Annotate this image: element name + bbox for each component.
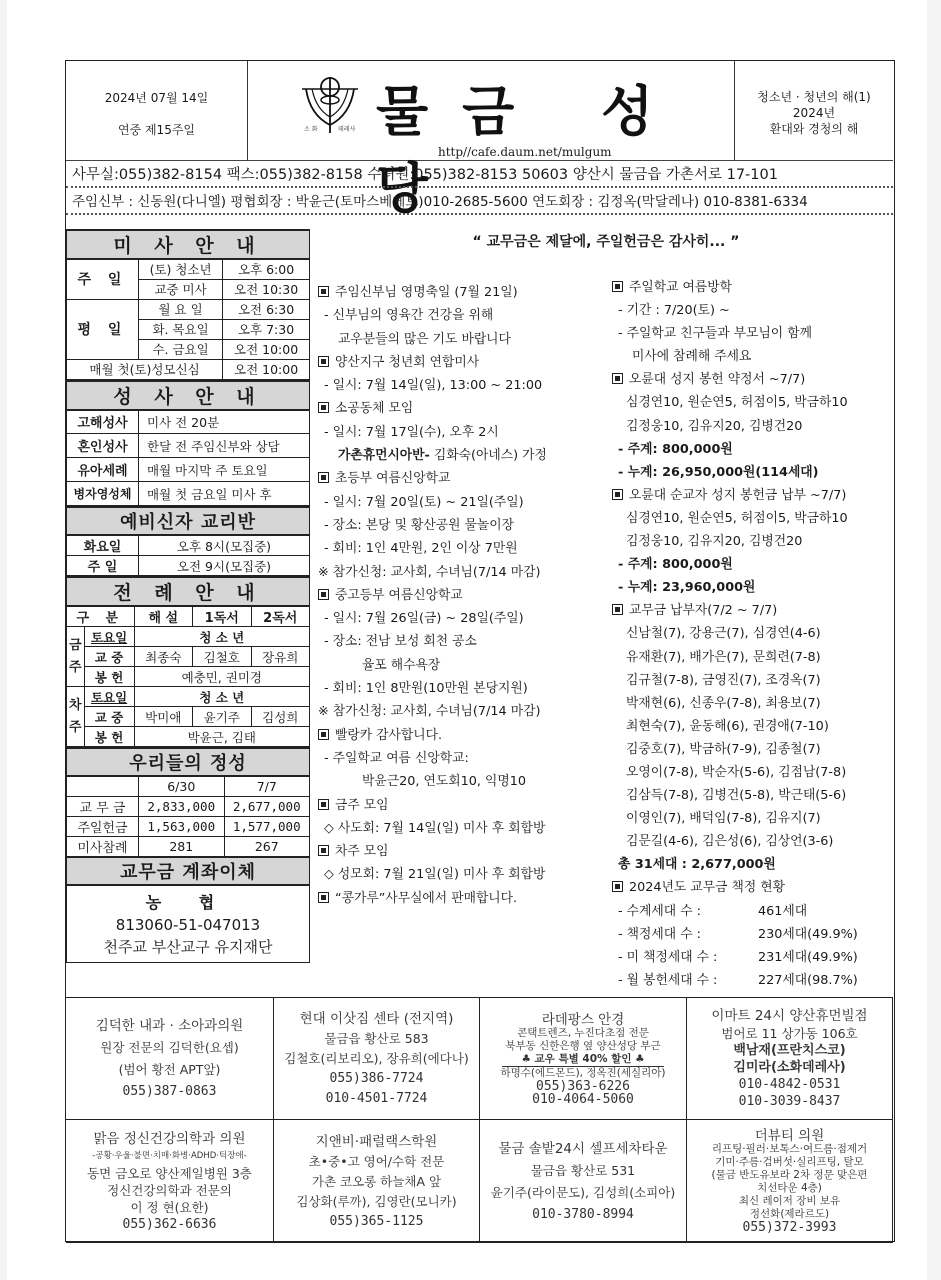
ad-line: 동면 금오로 양산제일병원 3층 (87, 1165, 252, 1181)
mass-time: 오후 7:30 (223, 319, 310, 339)
notice-line (318, 840, 608, 863)
square-bullet-icon (318, 892, 329, 903)
notice-text: - 주일학교 여름 신앙학교: (324, 750, 469, 766)
notice-text: 미사에 참례해 주세요 (632, 349, 752, 365)
svg-text:데레사: 데레사 (338, 126, 356, 133)
ad-line[interactable]: 055)387-0863 (122, 1084, 217, 1099)
pledge-label: - 수계세대 수 : (618, 903, 701, 919)
notice-text: 최현숙(7), 윤동해(6), 권경애(7-10) (626, 718, 829, 734)
notice-text: - 일시: 7월 17일(수), 오후 2시 (324, 424, 499, 440)
theme-line-3: 환대와 경청의 해 (769, 122, 859, 136)
notice-text: ◇ 사도회: 7월 14일(일) 미사 후 회합방 (324, 820, 546, 836)
ad-line: 기미·주름·검버섯·실리프팅, 탈모 (715, 1155, 864, 1168)
col-header: 2독서 (251, 606, 310, 627)
notice-heading: 주일학교 여름방학 (629, 280, 732, 295)
theme-line-1: 청소년 · 청년의 해(1) (757, 90, 871, 104)
notice-line (318, 281, 608, 304)
ad-cell (274, 998, 480, 1120)
sunday-label: 주 일 (67, 259, 139, 299)
ad-line: (물금 반도유보라 2차 정문 맞은편 (711, 1168, 868, 1181)
sacrament-name: 유아세례 (67, 458, 139, 482)
notice-line (612, 622, 892, 645)
pledge-status-list (612, 900, 892, 992)
date-block (66, 61, 248, 161)
notice-text: - 누계: 23,960,000원 (618, 580, 756, 596)
account-holder: 천주교 부산교구 유지재단 (103, 937, 273, 956)
notice-line (318, 630, 608, 653)
notice-line (612, 322, 892, 345)
row-label: 주일헌금 (67, 816, 139, 836)
sacrament-table (66, 380, 310, 507)
square-bullet-icon (612, 373, 623, 384)
ad-line: 물금 솔밭24시 셀프세차타운 (498, 1140, 668, 1157)
liturgy-table (66, 576, 310, 747)
notice-line (318, 654, 608, 677)
notice-text: ※ 참가신청: 교사회, 수녀님(7/14 마감) (318, 704, 541, 720)
ad-line[interactable]: 010-3039-8437 (738, 1094, 841, 1109)
notice-heading: 주임신부님 영명축일 (7월 21일) (335, 285, 518, 300)
catechumen-table (66, 506, 310, 576)
notice-line (612, 692, 892, 715)
notice-line (612, 853, 892, 876)
ad-line[interactable]: 010-4842-0531 (738, 1077, 841, 1092)
this-week-label: 금 주 (67, 627, 85, 687)
notice-text: - 일시: 7월 14일(일), 13:00 ~ 21:00 (324, 378, 543, 394)
attendance: 281 (139, 836, 225, 857)
sat-value: 청 소 년 (134, 687, 309, 707)
mass-schedule-table (66, 229, 310, 380)
notice-line (612, 368, 892, 391)
reader-1: 윤기주 (193, 707, 251, 727)
notice-text: - 주계: 800,000원 (618, 557, 733, 573)
account-number: 813060-51-047013 (115, 915, 261, 934)
notice-line (318, 863, 608, 886)
ad-cell (480, 1120, 687, 1243)
pledge-value: 227세대(98.7%) (758, 972, 858, 988)
notice-heading: 오륜대 순교자 성지 봉헌금 납부 ~7/7) (629, 487, 847, 503)
square-bullet-icon (318, 589, 329, 600)
notice-text: - 장소: 전남 보성 회천 공소 (324, 634, 477, 650)
notice-line (318, 724, 608, 747)
notice-text: 교우분들의 많은 기도 바랍니다 (338, 331, 511, 347)
sacrament-desc: 매월 마지막 주 토요일 (139, 458, 310, 482)
year-theme (735, 61, 893, 161)
notice-text: 김화숙(아네스) 가정 (429, 448, 547, 464)
square-bullet-icon (318, 472, 329, 483)
notice-line (318, 887, 608, 910)
pledge-value: 231세대(49.9%) (758, 949, 858, 965)
ad-line[interactable]: 055)372-3993 (742, 1219, 837, 1235)
pledge-value: 230세대(49.9%) (758, 926, 858, 942)
ad-line: 초•중•고 영어/수학 전문 (308, 1153, 445, 1169)
offer-value: 예충민, 권미경 (134, 667, 309, 687)
commentator: 최종숙 (134, 647, 192, 667)
notice-text: 오영이(7-8), 박순자(5-6), 김점남(7-8) (626, 764, 847, 780)
notice-text: - 회비: 1인 4만원, 2인 이상 7만원 (324, 541, 518, 557)
notice-text: 신남철(7), 강용근(7), 심경연(4-6) (626, 626, 821, 642)
ad-line: 백남재(프란치스코) (733, 1043, 846, 1058)
square-bullet-icon (612, 604, 623, 615)
notice-text: - 신부님의 영육간 건강을 위해 (324, 308, 494, 324)
class-day: 주 일 (67, 556, 139, 576)
notice-line (318, 817, 608, 840)
row-label: 미사참례 (67, 836, 139, 857)
ad-line: -공황·우울·불면·치매·화병·ADHD·틱장애- (92, 1150, 247, 1161)
square-bullet-icon (318, 845, 329, 856)
notice-line (318, 794, 608, 817)
ad-line: 범어로 11 상가동 106호 (721, 1026, 858, 1041)
notice-heading: 소공동체 모임 (335, 401, 414, 417)
notice-line (612, 807, 892, 830)
bank-account-block (66, 886, 310, 963)
square-bullet-icon (318, 729, 329, 740)
square-bullet-icon (318, 286, 329, 297)
catechumen-title: 예비신자 교리반 (67, 507, 310, 535)
notice-line (318, 304, 608, 327)
notice-text: 심경연10, 원순연5, 허점이5, 박금하10 (626, 510, 848, 526)
notice-text: 심경연10, 원순연5, 허점이5, 박금하10 (626, 395, 848, 411)
notice-line (612, 299, 892, 322)
ad-line[interactable]: 010-4064-5060 (532, 1091, 634, 1107)
ad-line: (범어 황전 APT앞) (118, 1062, 221, 1077)
notice-heading: 2024년도 교무금 책정 현황 (629, 880, 786, 896)
bulletin-frame (65, 60, 895, 1242)
left-column (66, 229, 310, 963)
offer-label: 봉 헌 (84, 667, 134, 687)
notice-line (612, 784, 892, 807)
notice-text: 김삼득(7-8), 김병건(5-8), 박근태(5-6) (626, 788, 847, 804)
notice-text: 박재현(6), 신종우(7-8), 최용보(7) (626, 695, 821, 711)
first-sat-name: 매월 첫(토)성모신심 (67, 359, 223, 379)
notice-heading: 차주 모임 (335, 844, 389, 860)
bulletin-page (7, 0, 927, 1280)
offer-label: 봉 헌 (84, 727, 134, 747)
amount: 2,833,000 (139, 796, 225, 816)
ad-line: 라데팡스 안경 (541, 1011, 625, 1028)
notice-heading: 금주 모임 (335, 797, 389, 813)
ad-line[interactable]: 010-3780-8994 (532, 1206, 634, 1222)
notice-line (612, 830, 892, 853)
liturgy-title: 전 례 안 내 (67, 577, 310, 606)
main-label: 교 중 (84, 707, 134, 727)
sat-label: 토요일 (84, 627, 134, 647)
notice-line (318, 491, 608, 514)
pledge-label: - 미 책정세대 수 : (618, 949, 718, 965)
ad-line: 김상화(루까), 김영란(모니카) (296, 1193, 457, 1209)
pledge-row (612, 900, 892, 923)
office-contact: 사무실:055)382-8154 팩스:055)382-8158 수녀원:055)382-8153 50603 양산시 물금읍 가촌서로 17-101 (66, 162, 893, 188)
square-bullet-icon (318, 799, 329, 810)
ad-cell (274, 1120, 480, 1243)
notice-line (612, 507, 892, 530)
notice-line (318, 374, 608, 397)
notice-line (318, 537, 608, 560)
ad-line: 이마트 24시 양산휴먼빌점 (711, 1008, 868, 1024)
ad-line: 정신건강의학과 전문의 (107, 1182, 232, 1198)
notice-heading: 오륜대 성지 봉헌 약정서 ~7/7) (629, 372, 806, 388)
notice-heading: 양산지구 청년회 연합미사 (335, 354, 480, 370)
notice-line (318, 421, 608, 444)
class-day: 화요일 (67, 535, 139, 556)
pledge-row (612, 946, 892, 969)
notice-line (612, 438, 892, 461)
sat-label: 토요일 (84, 687, 134, 707)
next-week-label: 차 주 (67, 687, 85, 747)
mass-time: 오전 10:30 (223, 279, 310, 299)
ad-cell (480, 998, 687, 1120)
notice-line (612, 761, 892, 784)
col-header: 구 분 (67, 606, 135, 627)
notice-line (318, 467, 608, 490)
notice-line (318, 607, 608, 630)
notice-line (318, 770, 608, 793)
notice-line (612, 530, 892, 553)
ad-cell (66, 1120, 274, 1243)
mass-guide-title: 미 사 안 내 (67, 230, 310, 259)
ad-line[interactable]: 055)365-1125 (329, 1213, 424, 1229)
notice-bold-text: 가촌휴먼시아반- (338, 448, 430, 464)
sacrament-desc: 미사 전 20분 (139, 410, 310, 434)
ad-line[interactable]: 055)363-6226 (536, 1078, 630, 1094)
pledge-label: - 책정세대 수 : (618, 926, 701, 942)
ad-line: 윤기주(라이문도), 김성희(소피아) (490, 1184, 676, 1200)
notice-line (318, 397, 608, 420)
parish-title: 물금 성당 (376, 80, 688, 220)
notice-text: 김정웅10, 김유지20, 김병건20 (626, 534, 803, 550)
col-header: 해 설 (134, 606, 192, 627)
row-label: 교 무 금 (67, 796, 139, 816)
ad-line[interactable]: 010-4501-7724 (325, 1091, 428, 1106)
mass-time: 오후 6:00 (223, 259, 310, 279)
amount: 1,577,000 (224, 816, 310, 836)
notices-right (612, 276, 892, 992)
sacrament-desc: 매월 첫 금요일 미사 후 (139, 482, 310, 506)
ad-line: 리프팅·필러·보톡스·여드름·점제거 (711, 1142, 868, 1155)
ad-line: 치선타운 4층) (757, 1181, 822, 1194)
square-bullet-icon (612, 281, 623, 292)
class-time: 오전 9시(모집중) (139, 556, 310, 576)
headline-quote: “ 교무금은 제달에, 주일헌금은 감사히... ” (472, 234, 740, 250)
ad-line: 가촌 코오롱 하늘채A 앞 (311, 1173, 442, 1189)
reader-2: 김성희 (251, 707, 310, 727)
notices-middle (318, 281, 608, 910)
ad-line: 현대 이삿짐 센타 (전지역) (299, 1011, 454, 1027)
notice-heading: 중고등부 여름신앙학교 (335, 587, 463, 603)
commentator: 박미애 (134, 707, 192, 727)
reader-1: 김철호 (193, 647, 251, 667)
notice-line (612, 461, 892, 484)
notice-text: - 누계: 26,950,000원(114세대) (618, 464, 819, 480)
notice-text: 김규철(7-8), 금영진(7), 조경옥(7) (626, 672, 821, 688)
square-bullet-icon (612, 489, 623, 500)
first-sat-time: 오전 10:00 (223, 359, 310, 379)
sat-value: 청 소 년 (134, 627, 309, 647)
parish-logo-icon (300, 75, 360, 135)
notice-text: - 회비: 1인 8만원(10만원 본당지원) (324, 681, 528, 697)
notice-text: 김문길(4-6), 김은성(6), 김상언(3-6) (626, 834, 834, 850)
mass-name: 월 요 일 (139, 299, 223, 319)
staff-contact: 주임신부 : 신동원(다니엘) 평협회장 : 박윤근(토마스베케트)010-2685-5600 연도회장 : 김정옥(막달레나) 010-8381-6334 (66, 189, 893, 215)
notice-line (318, 747, 608, 770)
mass-time: 오전 6:30 (223, 299, 310, 319)
bank-name: 농 협 (145, 892, 231, 912)
cafe-url[interactable]: http//cafe.daum.net/mulgum (438, 145, 612, 159)
notice-line (612, 415, 892, 438)
ad-line: 맑음 정신건강의학과 의원 (93, 1130, 246, 1147)
attendance: 267 (224, 836, 310, 857)
svg-text:소 화: 소 화 (304, 126, 318, 133)
sponsor-ads (66, 997, 893, 1242)
notice-heading: 초등부 여름신앙학교 (335, 471, 451, 487)
date-header: 6/30 (139, 776, 225, 796)
mass-name: 화. 목요일 (139, 319, 223, 339)
notice-text: 박윤근20, 연도회10, 익명10 (362, 774, 527, 790)
notice-text: 이영인(7), 배덕임(7-8), 김유지(7) (626, 811, 821, 827)
notice-line (612, 391, 892, 414)
ad-line: 김철호(리보리오), 장유희(에다나) (284, 1051, 469, 1066)
issue-date: 2024년 07월 14일 (104, 91, 209, 105)
liturgical-week: 연중 제15주일 (117, 123, 196, 137)
pledge-label: - 월 봉헌세대 수 : (618, 972, 718, 988)
notice-text: - 일시: 7월 26일(금) ~ 28일(주일) (324, 611, 524, 627)
notice-text: 유재환(7), 배가은(7), 문희련(7-8) (626, 649, 821, 665)
notice-line (318, 561, 608, 584)
sacrament-guide-title: 성 사 안 내 (67, 381, 310, 410)
notice-text: - 주계: 800,000원 (618, 441, 733, 457)
amount: 2,677,000 (224, 796, 310, 816)
square-bullet-icon (612, 881, 623, 892)
notice-line (612, 576, 892, 599)
offer-value: 박윤근, 김태 (134, 727, 309, 747)
theme-line-2: 2024년 (792, 106, 836, 120)
notice-line (612, 345, 892, 368)
notice-line (318, 328, 608, 351)
empty-cell (67, 776, 139, 796)
notice-text: 김정웅10, 김유지20, 김병건20 (626, 418, 803, 434)
ad-line: 물금읍 황산로 531 (530, 1162, 636, 1178)
notice-line (318, 584, 608, 607)
ad-line: 정선화(제라르도) (749, 1207, 830, 1220)
ad-line: 최신 레이저 장비 보유 (738, 1194, 841, 1207)
date-header: 7/7 (224, 776, 310, 796)
notice-line (612, 876, 892, 899)
notice-text: - 장소: 본당 및 황산공원 물놀이장 (324, 517, 514, 533)
mass-name: 교중 미사 (139, 279, 223, 299)
ad-line[interactable]: 055)362-6636 (122, 1216, 217, 1232)
notice-heading: 교무금 납부자(7/2 ~ 7/7) (629, 603, 778, 619)
transfer-title: 교무금 계좌이체 (67, 857, 310, 885)
ad-line: 원장 전문의 김덕한(요셉) (100, 1040, 239, 1055)
ad-line: 김덕한 내과 · 소아과의원 (95, 1018, 244, 1034)
notice-heading: “콩가루”사무실에서 판매합니다. (335, 890, 518, 906)
ad-line[interactable]: 055)386-7724 (329, 1071, 424, 1086)
notice-line (612, 484, 892, 507)
notice-text: 김중호(7), 박금하(7-9), 김종철(7) (626, 741, 821, 757)
ad-line: 지앤비·패럴랙스학원 (315, 1133, 438, 1150)
sacrament-name: 병자영성체 (67, 482, 139, 506)
notice-line (612, 646, 892, 669)
class-time: 오후 8시(모집중) (139, 535, 310, 556)
notice-line (612, 669, 892, 692)
ad-line: ♣ 교우 특별 40% 할인 ♣ (502, 1053, 664, 1067)
notice-text: 총 31세대 : 2,677,000원 (618, 857, 776, 873)
pledge-value: 461세대 (758, 903, 808, 919)
ad-line: 하명수(에드몬드), 정옥진(세실리아) (500, 1066, 666, 1079)
ad-line: 북부동 신한은행 옆 양산성당 부근 (505, 1039, 661, 1052)
col-header: 1독서 (193, 606, 251, 627)
pledge-row (612, 923, 892, 946)
main-label: 교 중 (84, 647, 134, 667)
offerings-table (66, 747, 310, 886)
ad-line: 김미라(소화데레사) (733, 1060, 846, 1075)
notice-line (612, 276, 892, 299)
ad-line: 물금읍 황산로 583 (324, 1031, 429, 1046)
amount: 1,563,000 (139, 816, 225, 836)
ad-cell (66, 998, 274, 1120)
mass-time: 오전 10:00 (223, 339, 310, 359)
sacrament-name: 혼인성사 (67, 434, 139, 458)
notice-heading: 빨랑카 감사합니다. (335, 727, 443, 743)
notice-text: - 일시: 7월 20일(토) ~ 21일(주일) (324, 494, 524, 510)
sacrament-desc: 한달 전 주임신부와 상담 (139, 434, 310, 458)
reader-2: 장유희 (251, 647, 310, 667)
pledge-row (612, 969, 892, 992)
square-bullet-icon (318, 356, 329, 367)
notice-line (318, 700, 608, 723)
notice-text: ※ 참가신청: 교사회, 수녀님(7/14 마감) (318, 564, 541, 580)
mass-name: 수. 금요일 (139, 339, 223, 359)
mass-name: (토) 청소년 (139, 259, 223, 279)
notice-text: - 주일학교 친구들과 부모님이 함께 (618, 326, 812, 342)
notice-line (318, 514, 608, 537)
notice-text: 율포 해수욕장 (362, 657, 441, 673)
sacrament-name: 고해성사 (67, 410, 139, 434)
offerings-title: 우리들의 정성 (67, 748, 310, 776)
ad-line: 콘택트렌즈, 누진다초점 전문 (517, 1026, 649, 1039)
notice-text: - 기간 : 7/20(토) ~ (618, 303, 730, 319)
ad-cell (687, 998, 893, 1120)
notice-line (318, 677, 608, 700)
ad-line: 더뷰티 의원 (754, 1127, 825, 1144)
notice-text: ◇ 성모회: 7월 21일(일) 미사 후 회합방 (324, 867, 546, 883)
ad-cell (687, 1120, 893, 1243)
notice-line (612, 553, 892, 576)
notice-line (612, 599, 892, 622)
square-bullet-icon (318, 402, 329, 413)
ad-line: 이 정 현(요한) (130, 1199, 209, 1215)
notice-line (318, 444, 608, 467)
notice-line (612, 738, 892, 761)
notice-line (318, 351, 608, 374)
notice-line (612, 715, 892, 738)
weekday-label: 평 일 (67, 299, 139, 359)
